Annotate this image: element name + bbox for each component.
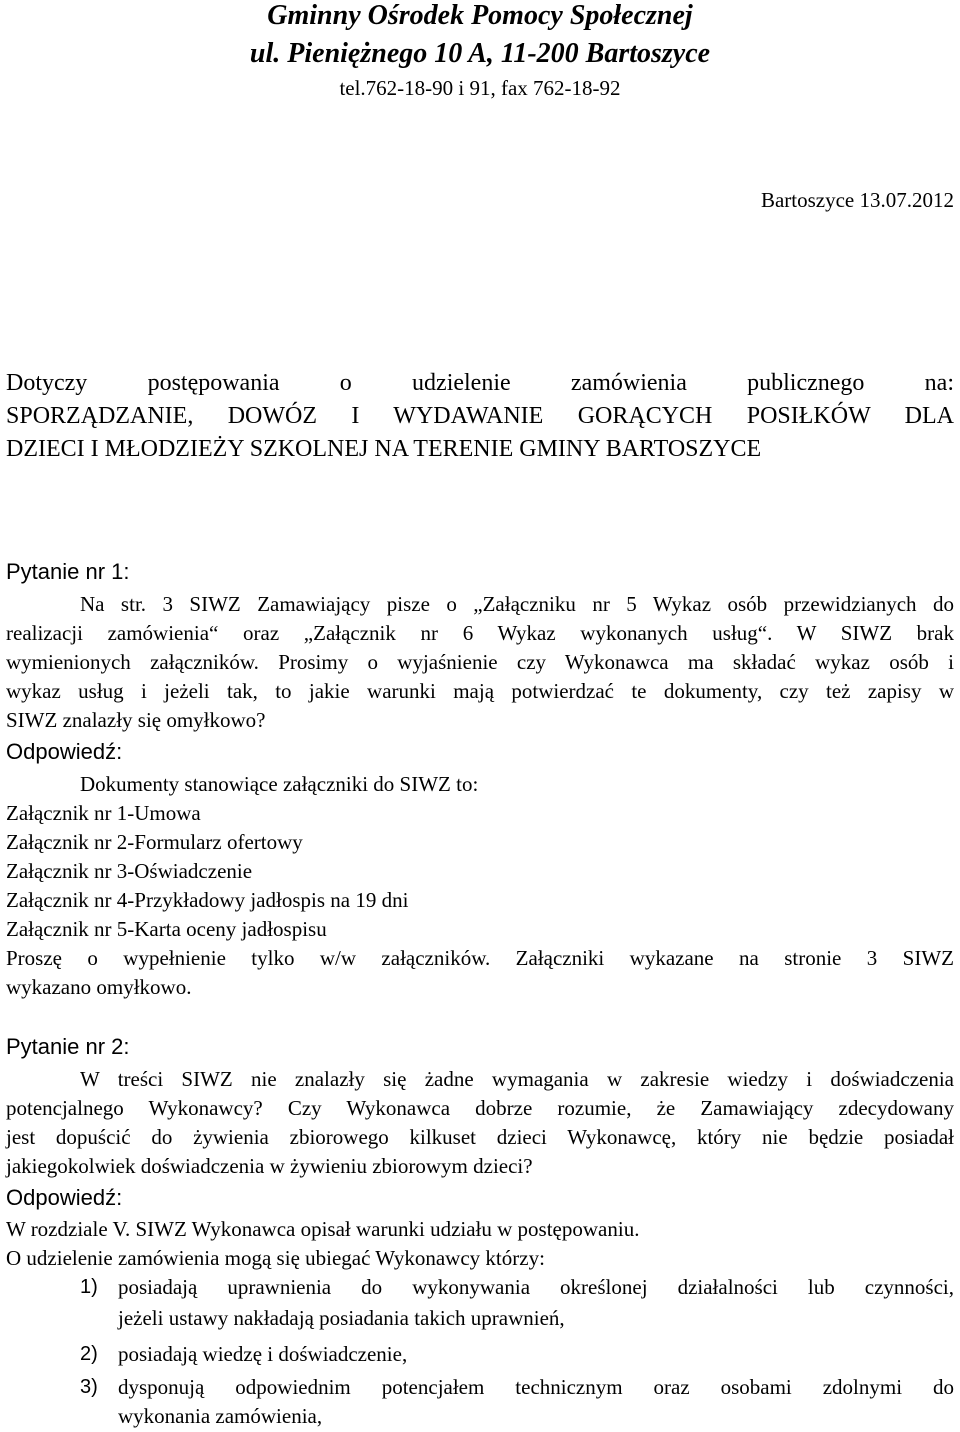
answer-1-heading: Odpowiedź:: [6, 739, 123, 764]
attachment-item: Załącznik nr 2-Formularz ofertowy: [6, 830, 303, 854]
condition-number: 3): [80, 1376, 98, 1398]
question-1-heading: Pytanie nr 1:: [6, 559, 130, 584]
institution-phone: tel.762-18-90 i 91, fax 762-18-92: [339, 76, 621, 100]
document-date: Bartoszyce 13.07.2012: [760, 188, 954, 212]
condition-text: jeżeli ustawy nakładają posiadania takich uprawnień,: [118, 1306, 565, 1330]
condition-text: dysponują odpowiednim potencjałem technicznym oraz osobami zdolnymi do: [118, 1375, 954, 1399]
condition-text: posiadają uprawnienia do wykonywania określonej działalności lub czynności,: [118, 1275, 954, 1299]
question-1-text: Na str. 3 SIWZ Zamawiający pisze o „Załączniku nr 5 Wykaz osób przewidzianych do: [80, 592, 954, 616]
institution-name: Gminny Ośrodek Pomocy Społecznej: [267, 0, 693, 31]
condition-text: posiadają wiedzę i doświadczenie,: [118, 1342, 408, 1366]
subject-line: SPORZĄDZANIE, DOWÓZ I WYDAWANIE GORĄCYCH POSIŁKÓW DLA: [6, 403, 954, 429]
question-2-text: W treści SIWZ nie znalazły się żadne wymagania w zakresie wiedzy i doświadczenia: [80, 1067, 954, 1091]
question-2-text: jakiegokolwiek doświadczenia w żywieniu zbiorowym dzieci?: [6, 1154, 533, 1178]
answer-2-heading: Odpowiedź:: [6, 1185, 123, 1210]
subject-line: DZIECI I MŁODZIEŻY SZKOLNEJ NA TERENIE GMINY BARTOSZYCE: [6, 436, 762, 462]
question-1-text: wymienionych załączników. Prosimy o wyjaśnienie czy Wykonawca ma składać wykaz osób i: [6, 650, 954, 674]
attachment-item: Załącznik nr 3-Oświadczenie: [6, 859, 253, 883]
answer-1-text: Proszę o wypełnienie tylko w/w załączników. Załączniki wykazane na stronie 3 SIWZ: [6, 946, 954, 970]
question-2-text: potencjalnego Wykonawcy? Czy Wykonawca dobrze rozumie, że Zamawiający zdecydowany: [6, 1096, 954, 1120]
attachment-item: Załącznik nr 1-Umowa: [6, 801, 201, 825]
answer-1-text: wykazano omyłkowo.: [6, 975, 192, 999]
question-1-text: realizacji zamówienia“ oraz „Załącznik nr 6 Wykaz wykonanych usług“. W SIWZ brak: [6, 621, 954, 645]
answer-2-text: O udzielenie zamówienia mogą się ubiegać Wykonawcy którzy:: [6, 1246, 545, 1270]
question-2-heading: Pytanie nr 2:: [6, 1034, 130, 1059]
answer-2-text: W rozdziale V. SIWZ Wykonawca opisał warunki udziału w postępowaniu.: [6, 1217, 640, 1241]
question-2-text: jest dopuścić do żywienia zbiorowego kilkuset dzieci Wykonawcę, który nie będzie posiadał: [6, 1125, 954, 1149]
answer-1-text: Dokumenty stanowiące załączniki do SIWZ to:: [80, 772, 479, 796]
attachment-item: Załącznik nr 5-Karta oceny jadłospisu: [6, 917, 327, 941]
attachment-item: Załącznik nr 4-Przykładowy jadłospis na 19 dni: [6, 888, 409, 912]
condition-number: 1): [80, 1276, 98, 1298]
question-1-text: SIWZ znalazły się omyłkowo?: [6, 708, 266, 732]
subject-line: Dotyczy postępowania o udzielenie zamówienia publicznego na:: [6, 370, 954, 396]
question-1-text: wykaz usług i jeżeli tak, to jakie warunki mają potwierdzać te dokumenty, czy też zapisy w: [6, 679, 954, 703]
condition-text: wykonania zamówienia,: [118, 1404, 323, 1428]
institution-address: ul. Pieniężnego 10 A, 11-200 Bartoszyce: [249, 38, 711, 69]
condition-number: 2): [80, 1343, 98, 1365]
